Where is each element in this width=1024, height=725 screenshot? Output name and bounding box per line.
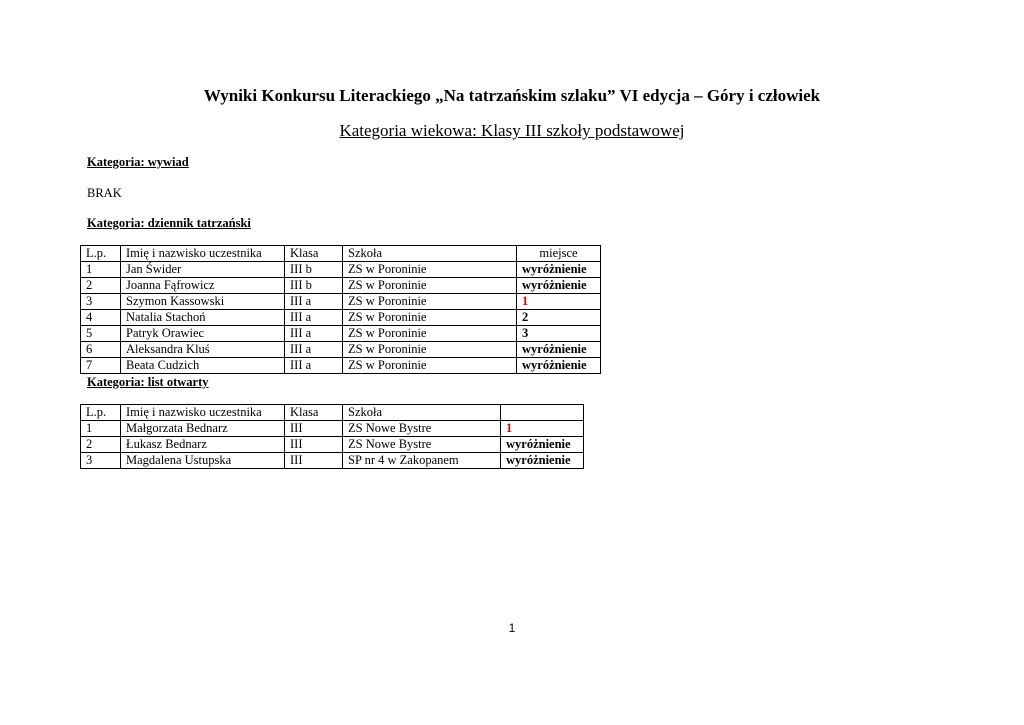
category-heading-dziennik: Kategoria: dziennik tatrzański <box>87 216 251 230</box>
cell-class: III a <box>285 342 343 358</box>
cell-place: 2 <box>517 310 601 326</box>
cell-school: ZS w Poroninie <box>343 262 517 278</box>
cell-name: Szymon Kassowski <box>121 294 285 310</box>
cell-place: wyróżnienie <box>501 437 584 453</box>
cell-name: Joanna Fąfrowicz <box>121 278 285 294</box>
cell-lp: 6 <box>81 342 121 358</box>
table-header-row <box>81 246 601 262</box>
table-row <box>81 342 601 358</box>
table-row <box>81 326 601 342</box>
category-heading-list: Kategoria: list otwarty <box>87 375 209 389</box>
column-header: Klasa <box>285 405 343 421</box>
results-table-dziennik <box>80 245 601 374</box>
cell-name: Aleksandra Kluś <box>121 342 285 358</box>
table-row <box>81 437 584 453</box>
cell-class: III a <box>285 326 343 342</box>
cell-school: ZS Nowe Bystre <box>343 421 501 437</box>
cell-class: III <box>285 453 343 469</box>
cell-place: 1 <box>517 294 601 310</box>
cell-name: Magdalena Ustupska <box>121 453 285 469</box>
cell-name: Jan Świder <box>121 262 285 278</box>
cell-name: Łukasz Bednarz <box>121 437 285 453</box>
table-row <box>81 453 584 469</box>
table-row <box>81 310 601 326</box>
cell-class: III <box>285 437 343 453</box>
cell-school: ZS w Poroninie <box>343 358 517 374</box>
table-row <box>81 358 601 374</box>
cell-name: Beata Cudzich <box>121 358 285 374</box>
column-header: miejsce <box>517 246 601 262</box>
cell-class: III a <box>285 294 343 310</box>
cell-name: Patryk Orawiec <box>121 326 285 342</box>
cell-class: III a <box>285 358 343 374</box>
cell-lp: 5 <box>81 326 121 342</box>
cell-school: ZS Nowe Bystre <box>343 437 501 453</box>
cell-place: 1 <box>501 421 584 437</box>
cell-place: wyróżnienie <box>517 358 601 374</box>
cell-name: Natalia Stachoń <box>121 310 285 326</box>
cell-class: III <box>285 421 343 437</box>
cell-class: III a <box>285 310 343 326</box>
cell-lp: 1 <box>81 262 121 278</box>
column-header: L.p. <box>81 405 121 421</box>
cell-class: III b <box>285 278 343 294</box>
cell-name: Małgorzata Bednarz <box>121 421 285 437</box>
cell-school: ZS w Poroninie <box>343 294 517 310</box>
cell-class: III b <box>285 262 343 278</box>
column-header: Imię i nazwisko uczestnika <box>121 405 285 421</box>
cell-school: ZS w Poroninie <box>343 342 517 358</box>
page-number: 1 <box>508 621 516 635</box>
cell-school: ZS w Poroninie <box>343 278 517 294</box>
column-header: Imię i nazwisko uczestnika <box>121 246 285 262</box>
table-row <box>81 262 601 278</box>
category-heading-wywiad: Kategoria: wywiad <box>87 155 189 169</box>
page-title: Wyniki Konkursu Literackiego „Na tatrzańskim szlaku” VI edycja – Góry i człowiek <box>203 86 821 105</box>
column-header: Szkoła <box>343 405 501 421</box>
column-header <box>501 405 584 421</box>
table-row <box>81 421 584 437</box>
cell-lp: 7 <box>81 358 121 374</box>
cell-lp: 3 <box>81 453 121 469</box>
cell-school: ZS w Poroninie <box>343 326 517 342</box>
table-row <box>81 278 601 294</box>
cell-lp: 2 <box>81 437 121 453</box>
page-subtitle: Kategoria wiekowa: Klasy III szkoły podstawowej <box>339 121 685 140</box>
cell-lp: 3 <box>81 294 121 310</box>
results-table-list <box>80 404 584 469</box>
column-header: L.p. <box>81 246 121 262</box>
cell-place: wyróżnienie <box>517 262 601 278</box>
table-header-row <box>81 405 584 421</box>
cell-school: ZS w Poroninie <box>343 310 517 326</box>
cell-lp: 2 <box>81 278 121 294</box>
cell-school: SP nr 4 w Zakopanem <box>343 453 501 469</box>
category-wywiad-note: BRAK <box>87 186 122 200</box>
cell-lp: 1 <box>81 421 121 437</box>
table-row <box>81 294 601 310</box>
cell-place: wyróżnienie <box>517 278 601 294</box>
cell-place: wyróżnienie <box>517 342 601 358</box>
column-header: Szkoła <box>343 246 517 262</box>
cell-place: wyróżnienie <box>501 453 584 469</box>
cell-lp: 4 <box>81 310 121 326</box>
cell-place: 3 <box>517 326 601 342</box>
column-header: Klasa <box>285 246 343 262</box>
